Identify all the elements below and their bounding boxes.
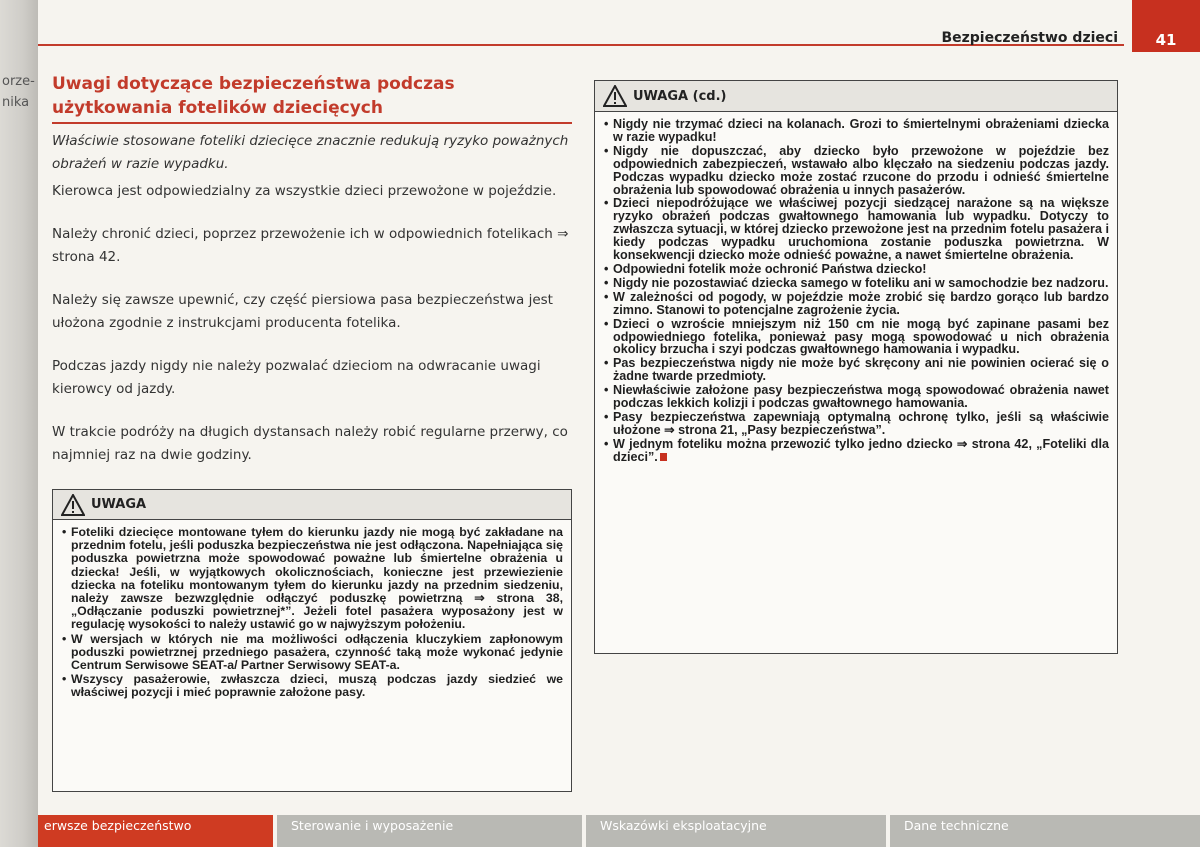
warning-item: • Pas bezpieczeństwa nigdy nie może być skręcony ani nie powinien ocierać się o żadne twarde przedmioty. [603,357,1109,383]
warning-body [595,112,1117,469]
warning-item: • Dzieci o wzroście mniejszym niż 150 cm nie mogą być zapinane pasami bez odpowiedniego fotelika, ponieważ pasy mogą spowodować u nich obrażenia okolicy brzucha i szyi podczas gwałtownego hamowania i wypadku. [603,318,1109,357]
warning-item-last [603,438,1109,464]
previous-page-edge [0,0,38,847]
list-item: W trakcie podróży na długich dystansach należy robić regularne przerwy, co najmniej raz na dwie godziny. [52,424,568,463]
warning-item: • W zależności od pogody, w pojeździe może zrobić się bardzo gorąco lub bardzo zimno. Stanowi to potencjalne zagrożenie życia. [603,291,1109,317]
section-title: Uwagi dotyczące bezpieczeństwa podczas użytkowania fotelików dziecięcych [52,72,572,124]
warning-triangle-icon [603,85,627,107]
footer-tab-technical-data[interactable]: Dane techniczne [890,815,1200,847]
manual-page [38,0,1200,847]
warning-header [53,490,571,520]
list-item: Podczas jazdy nigdy nie należy pozwalać dzieciom na odwracanie uwagi kierowcy od jazdy. [52,358,541,397]
footer-tab-operation[interactable]: Wskazówki eksploatacyjne [586,815,886,847]
warning-title: UWAGA [91,497,147,512]
list-item: Należy się zawsze upewnić, czy część piersiowa pasa bezpieczeństwa jest ułożona zgodnie z instrukcjami producenta fotelika. [52,292,553,331]
warning-item: • Dzieci niepodróżujące we właściwej pozycji siedzącej narażone są na większe ryzyko obrażeń podczas gwałtownego hamowania lub wypadku. Dotyczy to zwłaszcza sytuacji, w której dziecko przewożone jest na przednim fotelu pasażera i kiedy podczas wypadku uruchomiona zostanie poduszka powietrzna. W konsekwencji dziecko może odnieść poważne, a nawet śmiertelne obrażenia. [603,197,1109,262]
end-of-section-marker [660,453,667,461]
warning-item: • Wszyscy pasażerowie, zwłaszcza dzieci, muszą podczas jazdy siedzieć we właściwej pozycji i mieć poprawnie założone pasy. [61,673,563,699]
chapter-title: Bezpieczeństwo dzieci [941,30,1118,46]
warning-triangle-icon [61,494,85,516]
list-item: Należy chronić dzieci, poprzez przewożenie ich w odpowiednich fotelikach ⇒ strona 42. [52,226,569,265]
footer-tab-safety[interactable]: erwsze bezpieczeństwo [38,815,273,847]
warning-item: • Pasy bezpieczeństwa zapewniają optymalną ochronę tylko, jeśli są właściwie ułożone ⇒ strona 21, „Pasy bezpieczeństwa”. [603,411,1109,437]
intro-text: Właściwie stosowane foteliki dziecięce znacznie redukują ryzyko poważnych obrażeń w razie wypadku. [52,133,569,172]
page-number: 41 [1132,0,1200,52]
warning-body [53,520,571,705]
footer-nav [38,815,1200,847]
warning-item: • Niewłaściwie założone pasy bezpieczeństwa mogą spowodować obrażenia nawet podczas lekkich kolizji i podczas gwałtownego hamowania. [603,384,1109,410]
warning-item: • Odpowiedni fotelik może ochronić Państwa dziecko! [603,263,1109,276]
prev-page-fragment: nika [2,95,30,110]
paragraph: Kierowca jest odpowiedzialny za wszystkie dzieci przewożone w pojeździe. [52,183,557,199]
warning-item: • Nigdy nie dopuszczać, aby dziecko było przewożone w pojeździe bez odpowiednich zabezpieczeń, wstawało albo klęczało na siedzeniu podczas jazdy. Podczas wypadku dziecko może zostać rzucone do przodu i odnieść śmiertelne obrażenia lub spowodować obrażenia u innych pasażerów. [603,145,1109,197]
warning-header [595,81,1117,112]
warning-box-continued [594,80,1118,654]
warning-item: • W wersjach w których nie ma możliwości odłączenia kluczykiem zapłonowym poduszki powietrznej przedniego pasażera, czynność taką może wykonać jedynie Centrum Serwisowe SEAT-a/ Partner Serwisowy SEAT-a. [61,633,563,673]
warning-item: • Nigdy nie pozostawiać dziecka samego w foteliku ani w samochodzie bez nadzoru. [603,277,1109,290]
warning-box [52,489,572,792]
prev-page-fragment: orze- [2,74,35,89]
left-column [52,72,572,467]
warning-title: UWAGA (cd.) [633,88,727,104]
warning-item-text: W jednym foteliku można przewozić tylko jedno dziecko ⇒ strona 42, „Foteliki dla dzieci”. [613,436,1109,464]
warning-item: • Nigdy nie trzymać dzieci na kolanach. Grozi to śmiertelnymi obrażeniami dziecka w razie wypadku! [603,118,1109,144]
warning-item: • Foteliki dziecięce montowane tyłem do kierunku jazdy nie mogą być zakładane na przednim fotelu, jeśli poduszka bezpieczeństwa nie jest odłączona. Napełniająca się poduszka powietrzna może spowodować poważne lub śmiertelne obrażenia u dziecka! Jeśli, w wyjątkowych okolicznościach, konieczne jest przewiezienie dziecka na foteliku montowanym tyłem do kierunku jazdy na przednim siedzeniu, należy zawsze bezwzględnie odłączyć poduszkę powietrzną ⇒ strona 38, „Odłączanie poduszki powietrznej*”. Jeżeli fotel pasażera wyposażony jest w regulację wysokości to należy ustawić go w najwyższym położeniu. [61,526,563,632]
footer-tab-controls[interactable]: Sterowanie i wyposażenie [277,815,582,847]
